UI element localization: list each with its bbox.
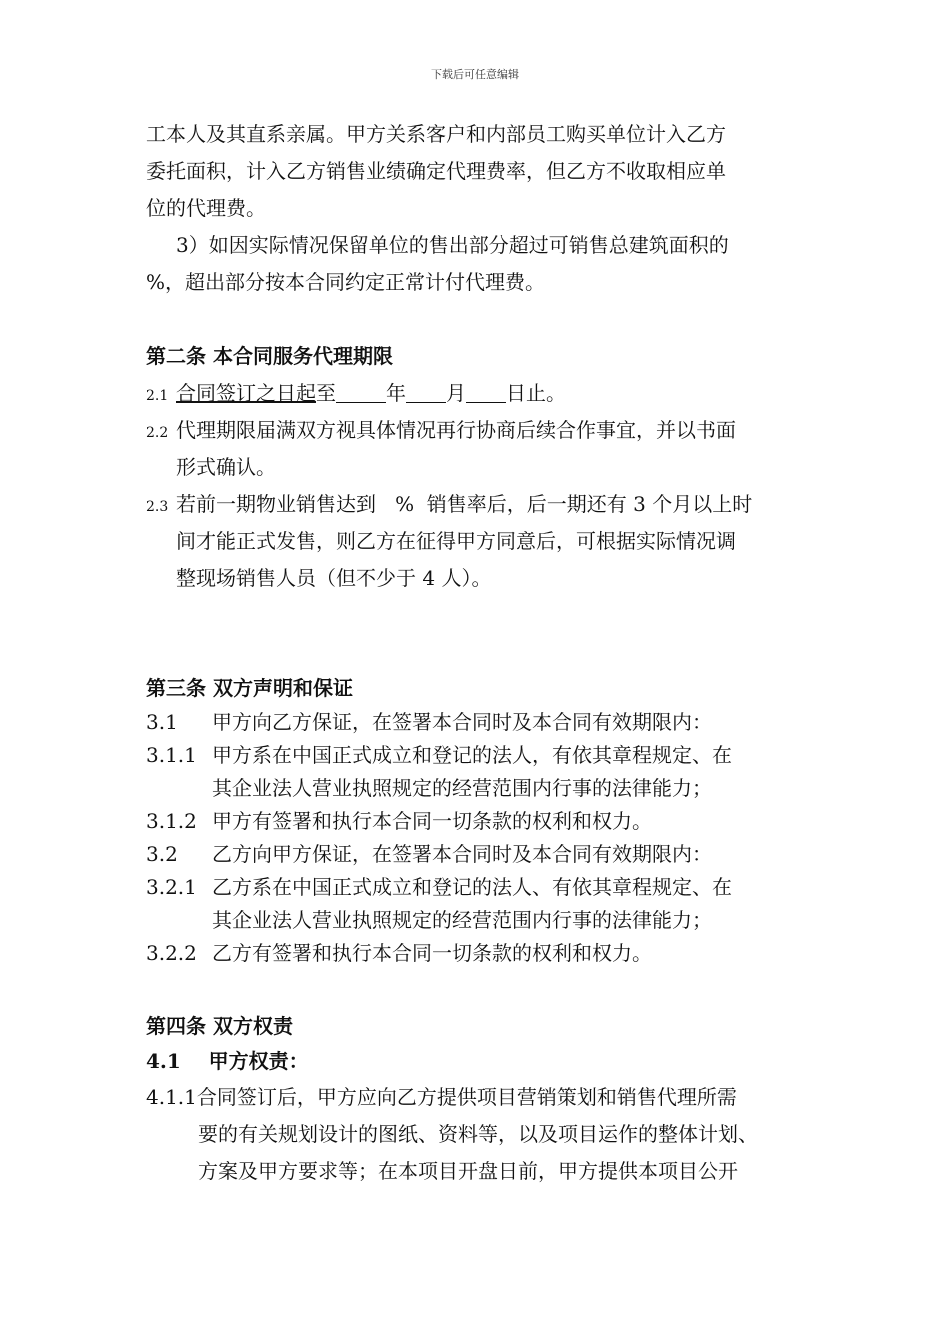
clause-number: 2.2 [146,425,169,441]
clause-text: 乙方向甲方保证，在签署本合同时及本合同有效期限内： [212,842,712,866]
fill-blank-year[interactable] [336,382,386,403]
clause-3-2-1-cont: 其企业法人营业执照规定的经营范围内行事的法律能力； [212,908,712,932]
clause-text: 年 [386,381,406,405]
fill-blank-day[interactable] [466,382,506,403]
clause-4-1-1 [146,1083,737,1111]
fill-blank-month[interactable] [406,382,446,403]
clause-number: 3.2.1 [146,875,197,899]
clause-2-1 [146,379,566,410]
underlined-text: 合同签订之日起 [176,381,316,405]
clause-text: 合同签订后，甲方应向乙方提供项目营销策划和销售代理所需 [196,1085,737,1109]
body-line: 工本人及其直系亲属。甲方关系客户和内部员工购买单位计入乙方 [146,122,726,146]
clause-number: 3.2.2 [146,941,197,965]
clause-number: 3.2 [146,842,178,866]
clause-number: 3.1.2 [146,809,197,833]
clause-text: 至 [316,381,336,405]
clause-3-1-2 [146,807,652,835]
clause-text: 甲方有签署和执行本合同一切条款的权利和权力。 [212,809,652,833]
body-line: %，超出部分按本合同约定正常计付代理费。 [146,270,546,294]
clause-2-3-cont: 间才能正式发售，则乙方在征得甲方同意后，可根据实际情况调 [176,529,736,553]
body-line: 位的代理费。 [146,196,266,220]
clause-text: 若前一期物业销售达到 % 销售率后，后一期还有 3 个月以上时 [176,492,753,516]
clause-3-1-1-cont: 其企业法人营业执照规定的经营范围内行事的法律能力； [212,776,712,800]
clause-text: 月 [446,381,466,405]
article-4-title: 第四条 双方权责 [146,1014,293,1038]
clause-number: 3.1 [146,710,178,734]
clause-4-1: 4.1 甲方权责： [146,1049,309,1073]
clause-text: 乙方有签署和执行本合同一切条款的权利和权力。 [212,941,652,965]
clause-2-3-cont: 整现场销售人员（但不少于 4 人）。 [176,566,492,590]
clause-3-2-2 [146,939,652,967]
clause-text: 甲方系在中国正式成立和登记的法人，有依其章程规定、在 [212,743,732,767]
clause-4-1-1-cont: 方案及甲方要求等；在本项目开盘日前，甲方提供本项目公开 [198,1159,738,1183]
clause-2-3 [146,490,752,521]
article-2-title: 第二条 本合同服务代理期限 [146,344,393,368]
clause-text: 甲方向乙方保证，在签署本合同时及本合同有效期限内： [212,710,712,734]
clause-3-2-1 [146,873,732,901]
clause-text: 乙方系在中国正式成立和登记的法人、有依其章程规定、在 [212,875,732,899]
clause-number: 4.1.1 [146,1085,197,1109]
clause-3-2 [146,840,712,868]
clause-4-1-1-cont: 要的有关规划设计的图纸、资料等，以及项目运作的整体计划、 [198,1122,758,1146]
clause-3-1-1 [146,741,732,769]
page-header: 下载后可任意编辑 [431,68,519,81]
body-line: 委托面积，计入乙方销售业绩确定代理费率，但乙方不收取相应单 [146,159,726,183]
clause-number: 3.1.1 [146,743,197,767]
clause-text: 日止。 [506,381,566,405]
clause-2-2-cont: 形式确认。 [176,455,276,479]
clause-3-1 [146,708,712,736]
article-3-title: 第三条 双方声明和保证 [146,676,353,700]
clause-number: 2.1 [146,388,169,404]
body-line: 3）如因实际情况保留单位的售出部分超过可销售总建筑面积的 [176,233,729,257]
clause-2-2 [146,416,736,447]
clause-number: 2.3 [146,499,169,515]
clause-text: 代理期限届满双方视具体情况再行协商后续合作事宜，并以书面 [176,418,736,442]
